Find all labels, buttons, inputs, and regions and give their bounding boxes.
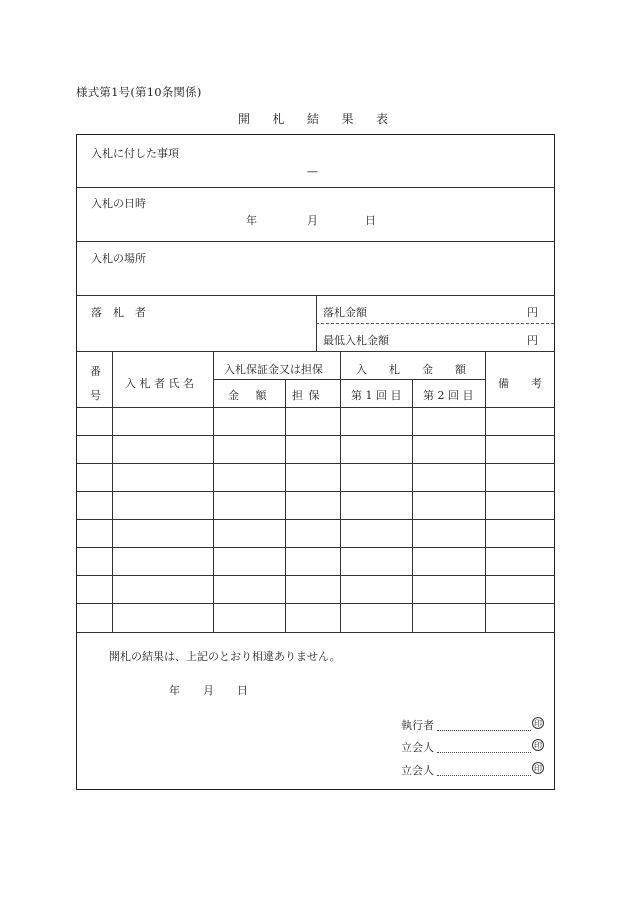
deposit-collateral-header (292, 387, 320, 403)
statement-text: 開札の結果は、上記のとおり相違ありません。 (109, 650, 341, 663)
table-bottom-line (77, 632, 554, 633)
deposit-amount-char: 額 (255, 389, 267, 402)
signer-label-witness: 立会人 (401, 764, 434, 777)
bidder-name-header: 入 札 者 氏 名 (125, 377, 194, 390)
number-header-char: 号 (90, 389, 101, 402)
title-char: 結 (307, 112, 320, 126)
item-label: 入札に付した事項 (91, 147, 179, 160)
table-row (77, 463, 554, 464)
title-char: 表 (376, 112, 389, 126)
bid-char: 金 (422, 363, 433, 376)
winner-char: 落 (91, 306, 102, 319)
winner-char: 札 (113, 306, 124, 319)
signature-date-year: 年 (169, 684, 180, 697)
signer-label-witness: 立会人 (401, 741, 434, 754)
bid-char: 入 (356, 363, 367, 376)
collateral-char: 担 (292, 389, 303, 402)
min-amount-unit: 円 (527, 334, 538, 347)
seal-mark: 印 (534, 764, 542, 773)
bid-char: 額 (455, 363, 466, 376)
seal-mark: 印 (534, 741, 542, 750)
table-row (77, 491, 554, 492)
number-header-char: 番 (90, 365, 101, 378)
title-char: 札 (272, 112, 285, 126)
place-label: 入札の場所 (91, 252, 146, 265)
signature-date-day: 日 (237, 684, 248, 697)
winner-label (91, 304, 146, 320)
table-row (77, 519, 554, 520)
results-form (76, 134, 555, 790)
signature-date-month: 月 (203, 684, 214, 697)
divider (77, 187, 554, 188)
deposit-header: 入札保証金又は担保 (224, 363, 323, 376)
signer-label-executor: 執行者 (401, 719, 434, 732)
page-title (238, 110, 411, 127)
round2-header: 第 2 回 目 (423, 389, 474, 402)
header-subdivider (213, 379, 485, 380)
form-label: 様式第1号(第10条関係) (76, 85, 202, 99)
collateral-char: 保 (308, 389, 320, 402)
winning-amount-unit: 円 (527, 306, 538, 319)
divider (77, 351, 554, 352)
datetime-month: 月 (307, 214, 318, 227)
item-dash: — (307, 165, 318, 178)
table-row (77, 435, 554, 436)
deposit-amount-char: 金 (228, 389, 239, 402)
datetime-year: 年 (246, 214, 257, 227)
remarks-char: 備 (498, 377, 509, 390)
bid-amount-header (356, 361, 466, 377)
signature-line (437, 752, 531, 753)
header-bottom-line (77, 407, 554, 408)
remarks-header (498, 375, 542, 391)
column-line (285, 379, 286, 632)
min-amount-label: 最低入札金額 (323, 334, 389, 347)
remarks-char: 考 (531, 377, 542, 390)
round1-header: 第 1 回 目 (351, 389, 402, 402)
seal-mark: 印 (534, 719, 542, 728)
winning-amount-label: 落札金額 (323, 306, 367, 319)
deposit-amount-header (228, 387, 267, 403)
bid-char: 札 (389, 363, 400, 376)
datetime-label: 入札の日時 (91, 197, 146, 210)
divider (77, 241, 554, 242)
title-char: 開 (238, 112, 251, 126)
datetime-day: 日 (365, 214, 376, 227)
winner-char: 者 (135, 306, 146, 319)
table-row (77, 575, 554, 576)
signature-line (437, 775, 531, 776)
table-row (77, 547, 554, 548)
column-line (412, 379, 413, 632)
signature-line (437, 730, 531, 731)
title-char: 果 (341, 112, 354, 126)
table-row (77, 603, 554, 604)
dashed-divider (316, 323, 554, 324)
